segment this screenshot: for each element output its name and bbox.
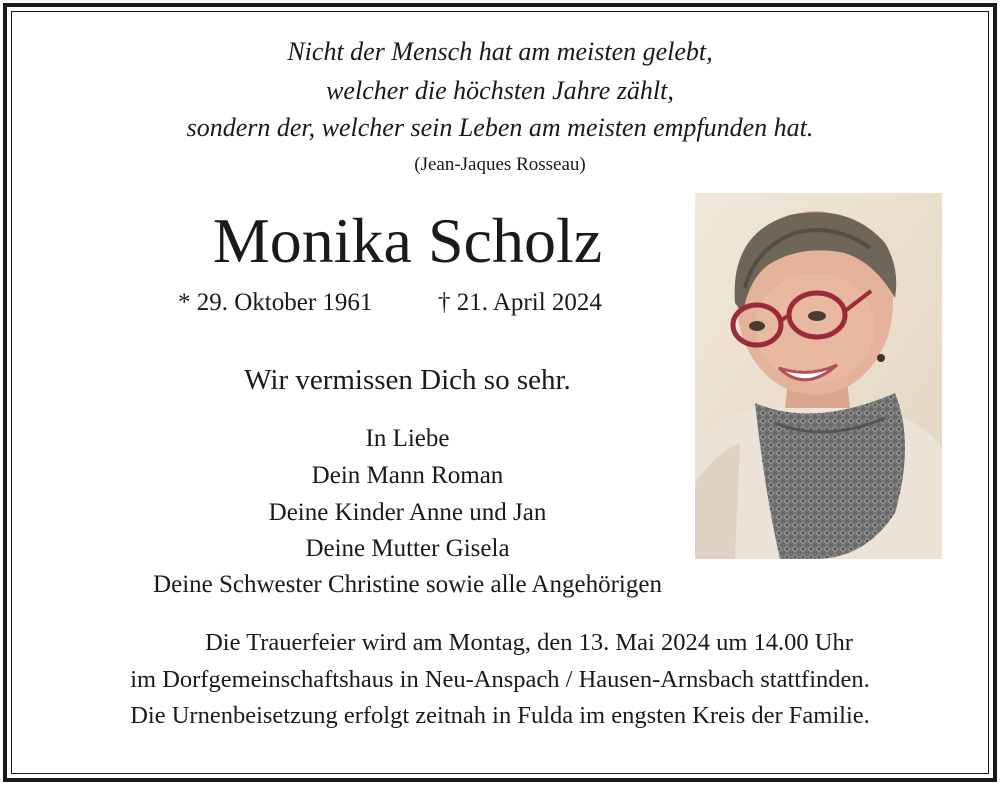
notice-line-1: Die Trauerfeier wird am Montag, den 13. Mai 2024 um 14.00 Uhr (205, 629, 853, 656)
deceased-name: Monika Scholz (212, 205, 603, 276)
mourner-line: Deine Kinder Anne und Jan (268, 499, 547, 526)
birth-date: * 29. Oktober 1961 (178, 289, 373, 316)
mourner-line: Deine Mutter Gisela (305, 535, 510, 562)
portrait-photo (695, 193, 942, 559)
quote-line-1: Nicht der Mensch hat am meisten gelebt, (287, 37, 713, 66)
death-date: † 21. April 2024 (438, 289, 602, 316)
notice-line-3: Die Urnenbeisetzung erfolgt zeitnah in Fulda im engsten Kreis der Familie. (130, 702, 870, 729)
quote-author: (Jean-Jaques Rosseau) (414, 154, 586, 175)
quote-line-2: welcher die höchsten Jahre zählt, (326, 76, 674, 105)
quote-line-3: sondern der, welcher sein Leben am meisten empfunden hat. (186, 113, 814, 142)
mourner-line: Deine Schwester Christine sowie alle Angehörigen (153, 571, 662, 598)
notice-line-2: im Dorfgemeinschaftshaus in Neu-Anspach / Hausen-Arnsbach stattfinden. (130, 666, 870, 693)
mourner-line: Dein Mann Roman (311, 462, 504, 489)
memorial-message: Wir vermissen Dich so sehr. (244, 364, 571, 396)
mourner-line: In Liebe (365, 425, 450, 452)
